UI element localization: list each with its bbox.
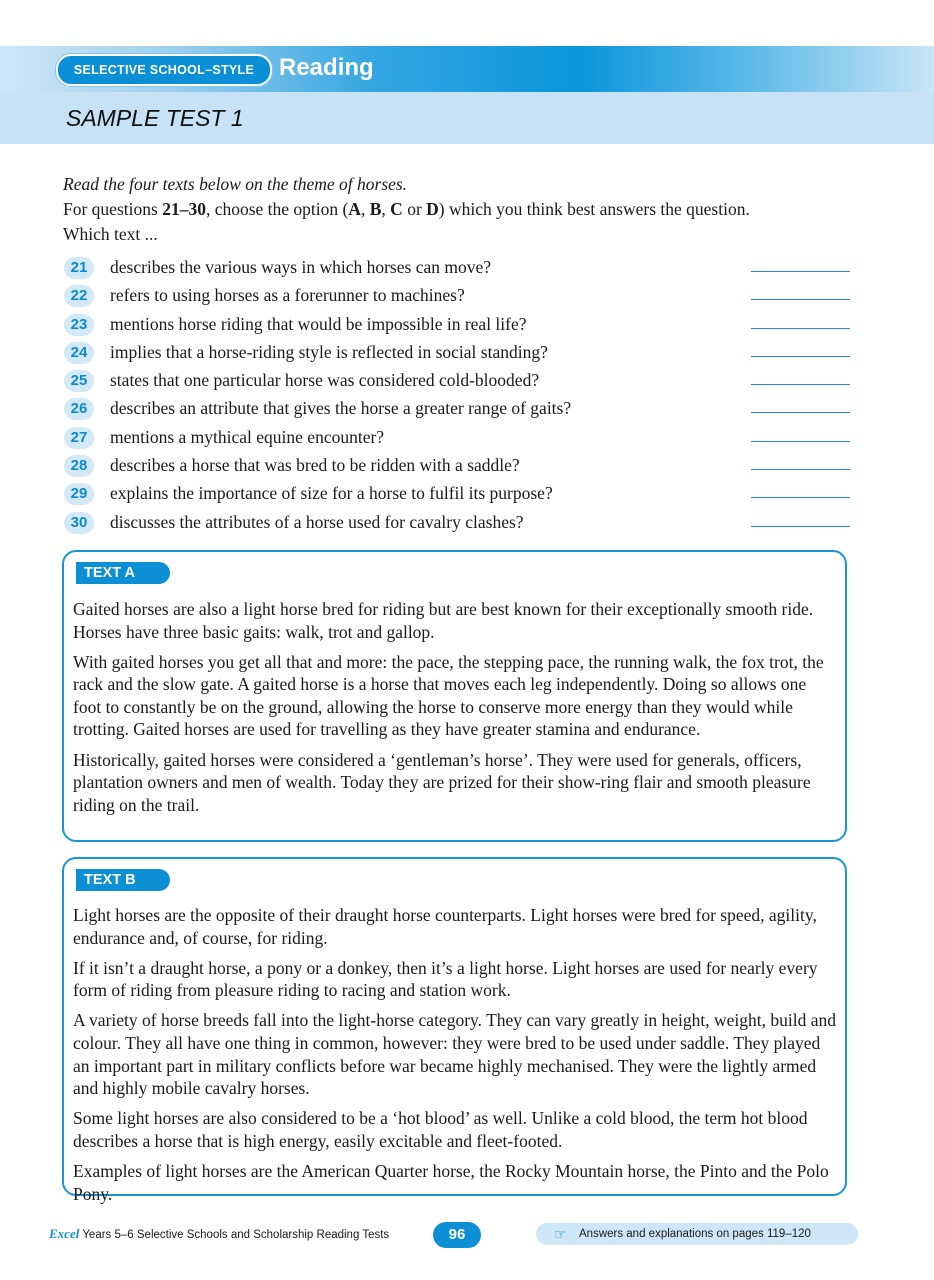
answers-reference-text: Answers and explanations on pages 119–120 [579,1228,811,1240]
brand-logo: Excel [49,1226,80,1241]
instructions-line-1: Read the four texts below on the theme of horses. [63,174,408,194]
answer-line[interactable] [751,299,850,300]
question-number: 28 [64,455,94,477]
question-text: states that one particular horse was considered cold-blooded? [110,370,540,391]
instructions-line-3: Which text ... [63,224,158,244]
page-footer [49,1222,869,1248]
question-item [64,282,864,310]
text-b-body [73,904,837,1213]
question-item [64,480,864,508]
text-a-box [62,550,847,842]
question-number: 30 [64,512,94,534]
answer-line[interactable] [751,328,850,329]
question-text: mentions a mythical equine encounter? [110,426,385,447]
question-number: 29 [64,483,94,505]
text-a-paragraph: Gaited horses are also a light horse bred for riding but are best known for their exceptionally smooth ride. Horses have three basic gaits: walk, trot and gallop. [73,599,814,642]
question-item [64,367,864,395]
instructions-text: For questions [63,199,163,219]
pointing-hand-icon: ☞ [554,1226,567,1242]
page-number: 96 [433,1222,481,1248]
page-title: SAMPLE TEST 1 [66,105,244,131]
question-item [64,254,864,282]
section-title: Reading [279,54,374,81]
answer-line[interactable] [751,356,850,357]
text-a-paragraph: Historically, gaited horses were considered a ‘gentleman’s horse’. They were used for generals, officers, plantation owners and men of wealth. Today they are prized for their show-ring flair and smooth pleasure riding on the trail. [73,749,811,815]
test-type-badge: SELECTIVE SCHOOL–STYLE [56,54,272,86]
text-b-paragraph: Examples of light horses are the American Quarter horse, the Rocky Mountain horse, the Pinto and the Polo Pony. [73,1160,829,1204]
question-item [64,339,864,367]
question-number: 24 [64,342,94,364]
answers-reference [536,1223,858,1245]
question-item [64,424,864,452]
answer-line[interactable] [751,412,850,413]
book-title-text: Years 5–6 Selective Schools and Scholarship Reading Tests [79,1229,390,1241]
text-a-paragraph: With gaited horses you get all that and more: the pace, the stepping pace, the running walk, the fox trot, the rack and the slow gate. A gaited horse is a horse that moves each leg independently. Doing so allows one foot to constantly be on the ground, allowing the horse to conserve more energy than they would while trotting. Gaited horses are used for travelling as they have greater stamina and endurance. [73,651,824,740]
text-b-paragraph: A variety of horse breeds fall into the light-horse category. They can vary greatly in height, weight, build and colour. They all have one thing in common, however: they were bred to be used under saddle. They played an important part in military conflicts before war became highly mechanised. They were the lightly armed and highly mobile cavalry horses. [73,1010,836,1099]
answer-line[interactable] [751,441,850,442]
option-c: C [390,199,403,219]
text-a-label: TEXT A [76,562,170,584]
text-b-paragraph: Some light horses are also considered to be a ‘hot blood’ as well. Unlike a cold blood, the term hot blood describes a horse that is high energy, easily excitable and fleet-footed. [73,1108,808,1151]
question-text: explains the importance of size for a horse to fulfil its purpose? [110,483,553,504]
option-b: B [369,199,382,219]
instructions-text: or [402,199,427,219]
answer-line[interactable] [751,469,850,470]
answer-line[interactable] [751,526,850,527]
question-number: 25 [64,370,94,392]
question-item [64,452,864,480]
question-number: 22 [64,285,94,307]
answer-line[interactable] [751,271,850,272]
option-a: A [348,199,361,219]
question-number: 23 [64,314,94,336]
question-number: 26 [64,398,94,420]
question-text: discusses the attributes of a horse used for cavalry clashes? [110,511,524,532]
book-title [49,1226,389,1242]
question-text: describes an attribute that gives the horse a greater range of gaits? [110,398,572,419]
question-number: 27 [64,427,94,449]
question-text: describes a horse that was bred to be ridden with a saddle? [110,455,520,476]
text-b-paragraph: Light horses are the opposite of their draught horse counterparts. Light horses were bred for speed, agility, endurance and, of course, for riding. [73,905,817,948]
question-text: implies that a horse-riding style is reflected in social standing? [110,341,548,362]
option-d: D [426,199,439,219]
question-text: describes the various ways in which horses can move? [110,257,492,277]
text-b-box [62,857,847,1204]
instructions-text: ) which you think best answers the question. [438,199,750,219]
instructions [63,172,863,247]
instructions-line-2: For questions 21–30, choose the option (A, B, C or D) which you think best answers the question. [63,199,750,219]
question-item [64,509,864,537]
question-text: refers to using horses as a forerunner to machines? [110,285,465,306]
instructions-text: , choose the option ( [205,199,349,219]
text-b-label: TEXT B [76,869,170,891]
question-number: 21 [64,257,94,279]
answer-line[interactable] [751,384,850,385]
question-text: mentions horse riding that would be impossible in real life? [110,313,527,334]
question-range: 21–30 [162,199,206,219]
text-a-body [73,598,837,824]
question-item [64,395,864,423]
answer-line[interactable] [751,497,850,498]
text-b-paragraph: If it isn’t a draught horse, a pony or a donkey, then it’s a light horse. Light horses are used for nearly every form of riding from pleasure riding to racing and station work. [73,957,818,1001]
question-list [64,254,864,537]
question-item [64,311,864,339]
